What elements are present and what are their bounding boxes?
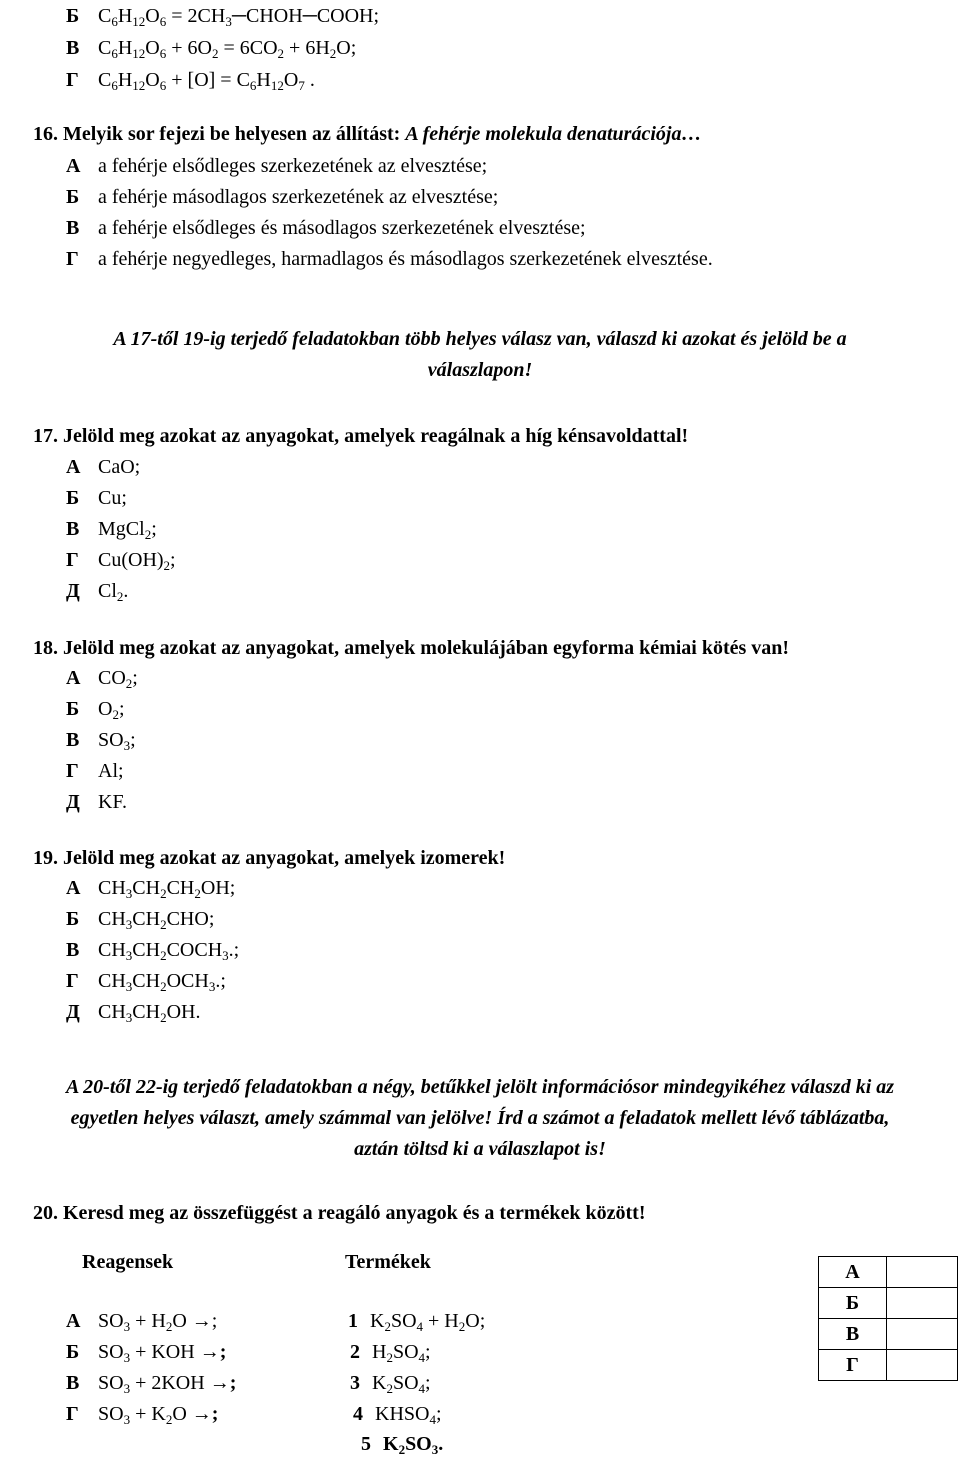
question-19-option-v: В $CH_3CH_2COCH_3$.; — [66, 939, 240, 963]
question-text-italic: A fehérje molekula denaturációja… — [405, 123, 702, 145]
answer-row-b — [819, 1288, 958, 1319]
question-18-option-a: А $CO_2$; — [66, 667, 138, 691]
instruction-17-19-line1: A 17-től 19-ig terjedő feladatokban több helyes válasz van, válaszd ki azokat és jelöld be a — [113, 328, 847, 350]
equation-v: В $C_6H_{12}O_6 + 6O_2 = 6CO_2 + 6H_2O$; — [66, 37, 357, 61]
question-16-option-v: В a fehérje elsődleges és másodlagos szerkezetének elvesztése; — [66, 217, 586, 239]
instruction-20-22-line2: egyetlen helyes választ, amely számmal van jelölve! Írd a számot a feladatok mellett lévő táblázatba, — [70, 1107, 890, 1129]
question-16-option-a: А a fehérje elsődleges szerkezetének az elvesztése; — [66, 155, 488, 177]
question-17-option-a: А CaO; — [66, 456, 141, 478]
question-text: Jelöld meg azokat az anyagokat, amelyek molekulájában egyforma kémiai kötés van! — [63, 637, 790, 659]
question-17-option-v: В MgCl$_2$; — [66, 518, 157, 542]
question-17-option-b: Б Cu; — [66, 487, 127, 509]
question-16-option-g: Г a fehérje negyedleges, harmadlagos és másodlagos szerkezetének elvesztése. — [66, 248, 713, 270]
question-number: 16. — [33, 123, 58, 145]
question-18-option-g: Г Al; — [66, 760, 124, 782]
answer-letter: А — [819, 1257, 887, 1288]
answer-cell[interactable] — [887, 1350, 958, 1381]
reagent-b: Б $SO_3$ + KOH →; — [66, 1341, 227, 1365]
question-text: Keresd meg az összefüggést a reagáló anyagok és a termékek között! — [63, 1202, 646, 1224]
column-header-reagents: Reagensek — [82, 1251, 174, 1273]
equation-b-text: $C_6H_{12}O_6$ = $2CH_3─CHOH─COOH$; — [98, 5, 380, 29]
answer-cell[interactable] — [887, 1257, 958, 1288]
product-5: 5 $K_2SO_3$. — [361, 1433, 444, 1457]
question-18-option-d: Д KF. — [66, 791, 127, 813]
question-17-option-g: Г $Cu(OH)_2$; — [66, 549, 176, 573]
question-19-option-a: А $CH_3CH_2CH_2OH$; — [66, 877, 236, 901]
question-17-stem — [33, 424, 688, 448]
question-19-option-b: Б $CH_3CH_2CHO$; — [66, 908, 215, 932]
equation-g-text: $C_6H_{12}O_6 + [O] = C_6H_{12}O_7$ . — [98, 69, 315, 93]
product-2: 2 $H_2SO_4$; — [350, 1341, 431, 1365]
question-text: Melyik sor fejezi be helyesen az állítást: — [63, 123, 401, 145]
product-3: 3 $K_2SO_4$; — [350, 1372, 431, 1396]
question-text: Jelöld meg azokat az anyagokat, amelyek reagálnak a híg kénsavoldattal! — [63, 425, 689, 447]
question-18-option-b: Б $O_2$; — [66, 698, 125, 722]
answer-cell[interactable] — [887, 1319, 958, 1350]
question-16-option-b: Б a fehérje másodlagos szerkezetének az elvesztése; — [66, 186, 499, 208]
answer-letter: Г — [819, 1350, 887, 1381]
product-4: 4 $KHSO_4$; — [353, 1403, 442, 1427]
equation-b: Б $C_6H_{12}O_6$ = $2CH_3─CHOH─COOH$; — [66, 5, 380, 29]
answer-row-g — [819, 1350, 958, 1381]
question-text: Jelöld meg azokat az anyagokat, amelyek izomerek! — [63, 847, 506, 869]
instruction-20-22-line3: aztán töltsd ki a válaszlapot is! — [354, 1138, 606, 1160]
question-number: 17. — [33, 425, 58, 447]
answer-cell[interactable] — [887, 1288, 958, 1319]
answer-row-v — [819, 1319, 958, 1350]
equation-g: Г $C_6H_{12}O_6 + [O] = C_6H_{12}O_7$ . — [66, 69, 315, 93]
question-number: 20. — [33, 1202, 58, 1224]
question-20-stem — [33, 1201, 645, 1225]
reagent-v: В $SO_3 + 2KOH$ →; — [66, 1372, 237, 1396]
answer-table — [818, 1256, 958, 1381]
question-17-option-d: Д $Cl_2$. — [66, 580, 129, 604]
reagent-g: Г $SO_3 + K_2O$ →; — [66, 1403, 219, 1427]
question-number: 19. — [33, 847, 58, 869]
reagent-a: А $SO_3 + H_2O$ →; — [66, 1310, 218, 1334]
question-19-option-d: Д $CH_3CH_2OH$. — [66, 1001, 201, 1025]
instruction-17-19-line2: válaszlapon! — [427, 359, 533, 381]
question-18-option-v: В $SO_3$; — [66, 729, 136, 753]
equation-v-text: $C_6H_{12}O_6 + 6O_2 = 6CO_2 + 6H_2O$; — [98, 37, 357, 61]
answer-row-a — [819, 1257, 958, 1288]
question-16-stem — [33, 122, 701, 146]
question-number: 18. — [33, 637, 58, 659]
instruction-20-22-line1: A 20-től 22-ig terjedő feladatokban a négy, betűkkel jelölt információsor mindegyikéhez válaszd ki az — [65, 1076, 895, 1098]
answer-letter: Б — [819, 1288, 887, 1319]
question-19-stem — [33, 846, 505, 870]
question-18-stem — [33, 636, 789, 660]
question-19-option-g: Г $CH_3CH_2OCH_3$.; — [66, 970, 226, 994]
column-header-products: Termékek — [345, 1251, 431, 1273]
answer-letter: В — [819, 1319, 887, 1350]
product-1: 1 $K_2SO_4 + H_2O$; — [348, 1310, 486, 1334]
